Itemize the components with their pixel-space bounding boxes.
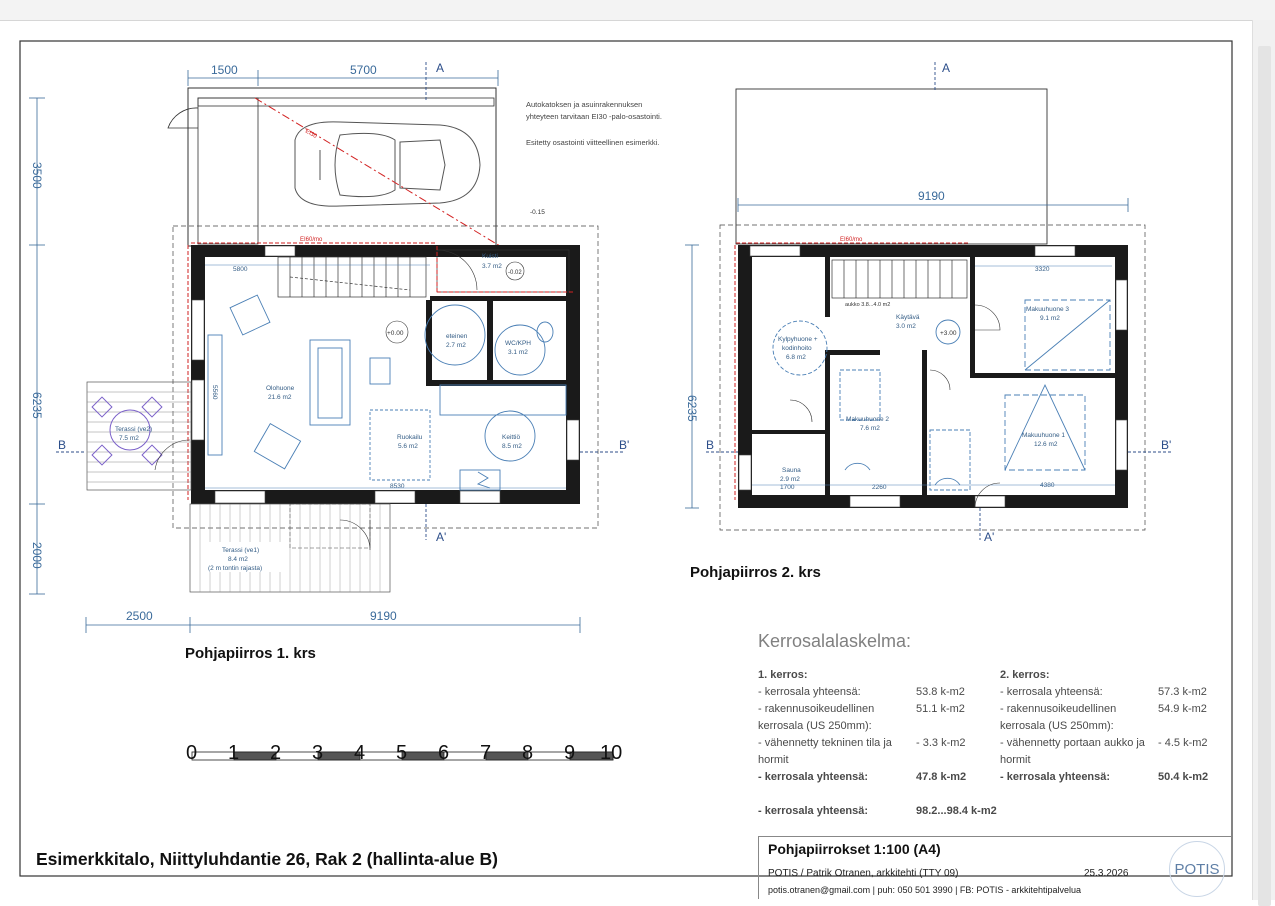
- section-a-bottom: A': [436, 530, 447, 544]
- room-kaytava: Käytävä: [896, 314, 920, 321]
- calc-row: - kerrosala yhteensä: 53.8 k-m2: [758, 686, 965, 698]
- room-terassi2: Terassi (ve2): [115, 426, 153, 433]
- level-plan2: +3.00: [940, 330, 957, 337]
- room-makuuhuone1: Makuuhuone 1: [1022, 432, 1066, 439]
- fire-separation-line: [255, 98, 500, 246]
- dim-plan2-top: 9190: [918, 189, 945, 203]
- section2-b-right: B': [1161, 438, 1172, 452]
- room-makuuhuone3: Makuuhuone 3: [1026, 306, 1070, 313]
- section-b-right: B': [619, 438, 630, 452]
- title-block: [758, 836, 1231, 899]
- scale-label: 8: [522, 742, 534, 764]
- fire-label-2: EI60/mo: [300, 237, 323, 243]
- scroll-thumb[interactable]: [1258, 46, 1271, 906]
- scale-label: 3: [312, 742, 324, 764]
- inner-dim-c: 2260: [872, 484, 887, 491]
- calc-row: - rakennusoikeudellinen kerrosala (US 250mm): 54.9 k-m2: [1000, 703, 1207, 732]
- room-makuuhuone3-area: 9.1 m2: [1040, 315, 1060, 322]
- title-block-author: POTIS / Patrik Otranen, arkkitehti (TTY 09): [768, 868, 959, 879]
- note-fire-2: yhteyteen tarvitaan EI30 -palo-osastointi.: [526, 112, 662, 121]
- calc-row: - kerrosala yhteensä: 57.3 k-m2: [1000, 686, 1207, 698]
- calc-row: - kerrosala yhteensä: 50.4 k-m2: [1000, 771, 1209, 783]
- section-b-left: B: [58, 438, 67, 452]
- scale-label: 1: [228, 742, 240, 764]
- level-kuisti: -0.02: [508, 270, 522, 276]
- room-olohuone-area: 21.6 m2: [268, 394, 292, 401]
- section2-a-bottom: A': [984, 530, 995, 544]
- scale-label: 7: [480, 742, 492, 764]
- scale-label: 0: [186, 742, 198, 764]
- drawing-sheet: [0, 21, 1252, 900]
- plan1-title: Pohjapiirros 1. krs: [185, 645, 316, 662]
- dim-bottom-b: 9190: [370, 609, 397, 623]
- inner-dim-a: 3320: [1035, 266, 1050, 273]
- inner-dim-d: 1700: [780, 484, 795, 491]
- area-calculation: [758, 631, 1228, 817]
- stairs-plan2: [832, 260, 967, 298]
- calc-floor2-header: 2. kerros:: [1000, 669, 1050, 681]
- room-kaytava-area: 3.0 m2: [896, 323, 916, 330]
- title-block-contact: potis.otranen@gmail.com | puh: 050 501 3990 | FB: POTIS - arkkitehtipalvelua: [768, 885, 1081, 895]
- calc-floor1-header: 1. kerros:: [758, 669, 808, 681]
- dim-left-c: 2000: [30, 542, 44, 569]
- inner-dim-b: 4380: [1040, 482, 1055, 489]
- calc-floor1: [758, 667, 988, 786]
- stairs-plan1: [278, 257, 426, 297]
- plan-2: [685, 61, 1172, 544]
- section2-a-top: A: [942, 61, 951, 75]
- calc-title: Kerrosalalaskelma:: [758, 631, 912, 651]
- dim-left-a: 3500: [30, 162, 44, 189]
- inner-dim-top: 5800: [233, 266, 248, 273]
- scale-label: 4: [354, 742, 366, 764]
- calc-row: - vähennetty tekninen tila ja hormit - 3.3 k-m2: [758, 737, 966, 766]
- room-kylpyhuone: Kylpyhuone +: [778, 336, 818, 343]
- room-sauna: Sauna: [782, 467, 801, 474]
- room-kuisti: Kuisti: [482, 253, 498, 260]
- room-kylpyhuone-2: kodinhoito: [782, 345, 812, 352]
- title-block-date: 25.3.2026: [1084, 868, 1129, 879]
- calc-row: - kerrosala yhteensä: 47.8 k-m2: [758, 771, 967, 783]
- calc-row: - vähennetty portaan aukko ja hormit - 4.5 k-m2: [1000, 737, 1208, 766]
- room-terassi1-note: (2 m tontin rajasta): [208, 565, 263, 572]
- dimension-lines-plan1: [29, 70, 580, 633]
- calc-total: - kerrosala yhteensä: 98.2...98.4 k-m2: [758, 805, 997, 817]
- section2-b-left: B: [706, 438, 715, 452]
- fire-label-plan2: EI60/mo: [840, 237, 863, 243]
- furniture-plan2: [773, 300, 1110, 490]
- fire-label: EI30: [304, 128, 318, 140]
- calc-row: - rakennusoikeudellinen kerrosala (US 250mm): 51.1 k-m2: [758, 703, 965, 732]
- room-keittio: Keittiö: [502, 434, 521, 441]
- room-kylpyhuone-area: 6.8 m2: [786, 354, 806, 361]
- room-ruokailu: Ruokailu: [397, 434, 423, 441]
- scale-label: 2: [270, 742, 282, 764]
- viewer-toolbar: [0, 0, 1275, 21]
- furniture-plan1: [208, 295, 566, 490]
- room-olohuone: Olohuone: [266, 385, 295, 392]
- room-terassi1-area: 8.4 m2: [228, 556, 248, 563]
- inner-dim-bottom: 8530: [390, 483, 405, 490]
- room-kuisti-area: 3.7 m2: [482, 263, 502, 270]
- stair-opening-label: aukko 3.8...4.0 m2: [845, 302, 891, 308]
- scale-label: 5: [396, 742, 408, 764]
- room-eteinen-area: 2.7 m2: [446, 342, 466, 349]
- dim-left-b: 6235: [30, 392, 44, 419]
- plan2-title: Pohjapiirros 2. krs: [690, 564, 821, 581]
- note-fire-3: Esitetty osastointi viitteellinen esimerkki.: [526, 138, 660, 147]
- room-terassi1: Terassi (ve1): [222, 547, 260, 554]
- scale-label: 9: [564, 742, 576, 764]
- room-eteinen: eteinen: [446, 333, 468, 340]
- inner-dim-side: 5560: [211, 385, 218, 400]
- level-outside: -0.15: [530, 209, 545, 216]
- dim-top-a: 1500: [211, 63, 238, 77]
- room-wc-area: 3.1 m2: [508, 349, 528, 356]
- vertical-scrollbar[interactable]: [1252, 20, 1275, 900]
- potis-logo: POTIS: [1169, 841, 1225, 897]
- dim-bottom-a: 2500: [126, 609, 153, 623]
- scale-label: 10: [600, 742, 623, 764]
- car-icon: [295, 122, 480, 206]
- calc-floor2: [1000, 667, 1230, 786]
- scale-label: 6: [438, 742, 450, 764]
- room-wc: WC/KPH: [505, 340, 531, 347]
- project-title: Esimerkkitalo, Niittyluhdantie 26, Rak 2 (hallinta-alue B): [36, 849, 498, 869]
- room-makuuhuone2: Makuuhuone 2: [846, 416, 890, 423]
- room-ruokailu-area: 5.6 m2: [398, 443, 418, 450]
- section-a-top: A: [436, 61, 445, 75]
- note-fire-1: Autokatoksen ja asuinrakennuksen: [526, 100, 643, 109]
- room-makuuhuone2-area: 7.6 m2: [860, 425, 880, 432]
- room-terassi2-area: 7.5 m2: [119, 435, 139, 442]
- room-makuuhuone1-area: 12.6 m2: [1034, 441, 1058, 448]
- dim-top-b: 5700: [350, 63, 377, 77]
- room-keittio-area: 8.5 m2: [502, 443, 522, 450]
- dim-plan2-left: 6235: [685, 395, 699, 422]
- level-inside: +0.00: [387, 330, 404, 337]
- title-block-title: Pohjapiirrokset 1:100 (A4): [768, 841, 941, 857]
- room-sauna-area: 2.9 m2: [780, 476, 800, 483]
